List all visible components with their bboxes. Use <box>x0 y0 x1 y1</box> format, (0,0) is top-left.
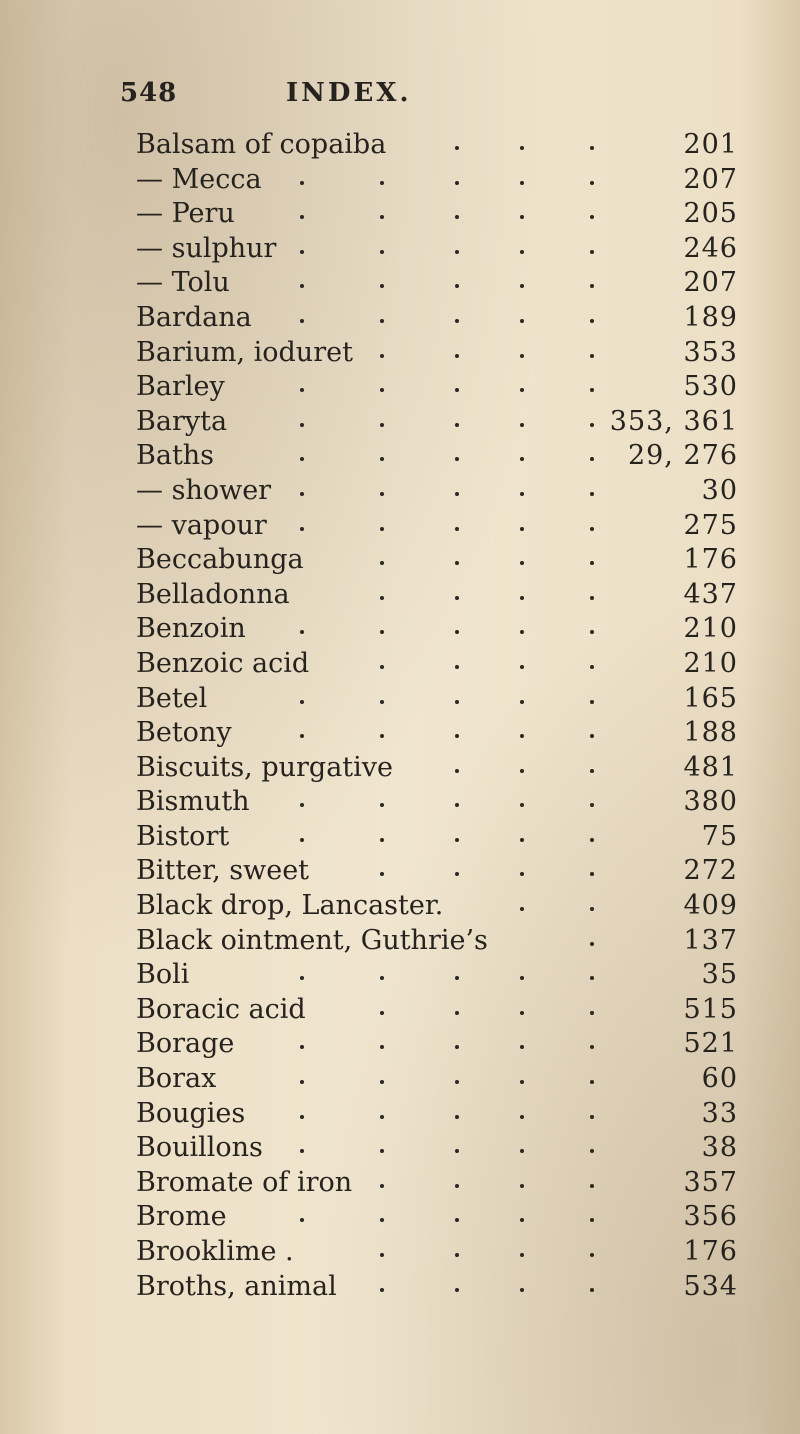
leader-dot <box>520 146 524 150</box>
entry-page-ref: 353 <box>683 336 738 368</box>
leader-dot <box>300 527 304 531</box>
index-entry <box>0 543 800 578</box>
entry-label: — shower <box>136 474 272 506</box>
leader-dot <box>300 423 304 427</box>
leader-dot <box>590 942 594 946</box>
index-entry <box>0 820 800 855</box>
entry-label: Betel <box>136 682 208 714</box>
entry-page-ref: 207 <box>683 267 738 299</box>
leader-dot <box>590 700 594 704</box>
index-entry <box>0 682 800 717</box>
leader-dot <box>590 492 594 496</box>
leader-dot <box>520 354 524 358</box>
leader-dot <box>520 700 524 704</box>
leader-dot <box>300 457 304 461</box>
leader-dot <box>590 1080 594 1084</box>
index-entry <box>0 1097 800 1132</box>
leader-dot <box>380 354 384 358</box>
leader-dot <box>455 838 459 842</box>
entry-page-ref: 272 <box>683 855 738 887</box>
leader-dot <box>590 1045 594 1049</box>
leader-dot <box>520 1218 524 1222</box>
entry-label: — sulphur <box>136 232 277 264</box>
entry-label: Bistort <box>136 820 230 852</box>
leader-dot <box>455 665 459 669</box>
leader-dot <box>590 527 594 531</box>
leader-dot <box>300 1115 304 1119</box>
leader-dot <box>590 215 594 219</box>
index-entry <box>0 474 800 509</box>
leader-dot <box>455 803 459 807</box>
index-entry <box>0 336 800 371</box>
entry-label: Borage <box>136 1028 235 1060</box>
leader-dot <box>520 215 524 219</box>
entry-label: Brome <box>136 1201 227 1233</box>
leader-dot <box>590 1253 594 1257</box>
entry-page-ref: 356 <box>683 1201 738 1233</box>
leader-dot <box>590 1218 594 1222</box>
leader-dot <box>520 1253 524 1257</box>
entry-label: Benzoin <box>136 613 246 645</box>
leader-dot <box>455 1080 459 1084</box>
leader-dot <box>455 423 459 427</box>
leader-dot <box>455 1115 459 1119</box>
leader-dot <box>380 284 384 288</box>
entry-page-ref: 246 <box>683 232 738 264</box>
leader-dot <box>380 561 384 565</box>
index-entry <box>0 785 800 820</box>
leader-dot <box>455 1011 459 1015</box>
entry-label: Bardana <box>136 301 252 333</box>
leader-dot <box>300 838 304 842</box>
entry-label: Baryta <box>136 405 228 437</box>
leader-dot <box>380 700 384 704</box>
leader-dot <box>590 423 594 427</box>
entry-label: Balsam of copaiba <box>136 129 387 160</box>
leader-dot <box>380 1149 384 1153</box>
leader-dot <box>380 1115 384 1119</box>
leader-dot <box>590 596 594 600</box>
leader-dot <box>590 1149 594 1153</box>
index-entry <box>0 612 800 647</box>
leader-dot <box>455 250 459 254</box>
entry-label: Benzoic acid <box>136 647 310 679</box>
leader-dot <box>300 181 304 185</box>
leader-dot <box>520 527 524 531</box>
entry-page-ref: 30 <box>701 474 738 506</box>
leader-dot <box>380 457 384 461</box>
leader-dot <box>455 1149 459 1153</box>
leader-dot <box>520 1184 524 1188</box>
entry-label: Barley <box>136 371 225 403</box>
index-entry <box>0 889 800 924</box>
leader-dot <box>455 492 459 496</box>
leader-dot <box>455 319 459 323</box>
entry-page-ref: 188 <box>683 717 738 749</box>
leader-dot <box>520 457 524 461</box>
index-entry <box>0 163 800 198</box>
leader-dot <box>590 976 594 980</box>
leader-dot <box>590 284 594 288</box>
leader-dot <box>520 388 524 392</box>
entry-label: Brooklime . <box>136 1236 294 1267</box>
leader-dot <box>380 388 384 392</box>
leader-dot <box>380 630 384 634</box>
leader-dot <box>590 561 594 565</box>
index-entry <box>0 128 800 163</box>
leader-dot <box>380 492 384 496</box>
index-entry <box>0 647 800 682</box>
leader-dot <box>590 1288 594 1292</box>
leader-dot <box>300 1218 304 1222</box>
entry-page-ref: 189 <box>683 301 738 333</box>
leader-dot <box>380 1045 384 1049</box>
index-entry <box>0 993 800 1028</box>
leader-dot <box>590 354 594 358</box>
entry-label: Black drop, Lancaster. <box>136 890 444 922</box>
entry-label: Bougies <box>136 1097 246 1129</box>
leader-dot <box>300 630 304 634</box>
index-entry <box>0 370 800 405</box>
entry-page-ref: 137 <box>683 924 738 956</box>
leader-dot <box>590 907 594 911</box>
leader-dot <box>455 1288 459 1292</box>
leader-dot <box>300 700 304 704</box>
index-entry <box>0 197 800 232</box>
leader-dot <box>455 734 459 738</box>
leader-dot <box>300 492 304 496</box>
leader-dot <box>380 596 384 600</box>
leader-dot <box>455 1045 459 1049</box>
leader-dot <box>590 250 594 254</box>
entry-page-ref: 275 <box>683 509 738 541</box>
leader-dot <box>380 872 384 876</box>
leader-dot <box>380 1253 384 1257</box>
leader-dot <box>455 354 459 358</box>
index-entry <box>0 1062 800 1097</box>
leader-dot <box>455 976 459 980</box>
leader-dot <box>300 1045 304 1049</box>
entry-page-ref: 75 <box>701 820 738 852</box>
leader-dot <box>520 1011 524 1015</box>
entry-label: Black ointment, Guthrie’s <box>136 924 488 956</box>
entry-page-ref: 210 <box>683 647 738 679</box>
index-entry <box>0 1270 800 1305</box>
entry-page-ref: 530 <box>683 371 738 403</box>
entry-label: Boli <box>136 959 190 991</box>
leader-dot <box>520 1080 524 1084</box>
leader-dot <box>590 838 594 842</box>
entry-page-ref: 515 <box>683 993 738 1025</box>
leader-dot <box>455 457 459 461</box>
leader-dot <box>380 1011 384 1015</box>
leader-dot <box>380 976 384 980</box>
leader-dot <box>590 1115 594 1119</box>
entry-label: — Tolu <box>136 267 230 299</box>
entry-page-ref: 176 <box>683 544 738 576</box>
leader-dot <box>520 630 524 634</box>
entry-label: Bismuth <box>136 786 250 818</box>
leader-dot <box>520 1045 524 1049</box>
entry-page-ref: 357 <box>683 1166 738 1198</box>
entry-page-ref: 35 <box>701 959 738 991</box>
index-entry <box>0 266 800 301</box>
leader-dot <box>520 423 524 427</box>
leader-dot <box>520 665 524 669</box>
leader-dot <box>590 630 594 634</box>
leader-dot <box>520 803 524 807</box>
entry-label: Bitter, sweet <box>136 855 310 887</box>
entry-page-ref: 201 <box>683 129 738 160</box>
entry-page-ref: 534 <box>683 1270 738 1302</box>
leader-dot <box>520 284 524 288</box>
entry-page-ref: 33 <box>701 1097 738 1129</box>
entry-page-ref: 353, 361 <box>609 405 738 437</box>
index-entry <box>0 1235 800 1270</box>
leader-dot <box>455 215 459 219</box>
entry-page-ref: 29, 276 <box>627 440 738 472</box>
entry-label: — vapour <box>136 509 267 541</box>
leader-dot <box>380 1184 384 1188</box>
entry-page-ref: 176 <box>683 1236 738 1267</box>
entry-page-ref: 207 <box>683 163 738 195</box>
leader-dot <box>590 181 594 185</box>
leader-dot <box>455 630 459 634</box>
leader-dot <box>455 181 459 185</box>
leader-dot <box>300 1080 304 1084</box>
entry-page-ref: 60 <box>701 1063 738 1095</box>
leader-dot <box>300 734 304 738</box>
entry-label: Broths, animal <box>136 1270 337 1302</box>
leader-dot <box>520 769 524 773</box>
index-entry <box>0 301 800 336</box>
leader-dot <box>590 1184 594 1188</box>
leader-dot <box>590 734 594 738</box>
index-entry <box>0 1200 800 1235</box>
leader-dot <box>455 1218 459 1222</box>
index-entry <box>0 854 800 889</box>
index-entry <box>0 439 800 474</box>
leader-dot <box>380 250 384 254</box>
index-entry <box>0 958 800 993</box>
leader-dot <box>380 1288 384 1292</box>
leader-dot <box>520 1288 524 1292</box>
entry-page-ref: 521 <box>683 1028 738 1060</box>
index-entry <box>0 1131 800 1166</box>
leader-dot <box>380 838 384 842</box>
leader-dot <box>590 1011 594 1015</box>
index-entry <box>0 578 800 613</box>
entry-page-ref: 481 <box>683 751 738 783</box>
entry-page-ref: 38 <box>701 1132 738 1164</box>
leader-dot <box>380 734 384 738</box>
leader-dot <box>520 561 524 565</box>
leader-dot <box>380 803 384 807</box>
leader-dot <box>455 527 459 531</box>
leader-dot <box>380 527 384 531</box>
leader-dot <box>380 1218 384 1222</box>
leader-dot <box>455 284 459 288</box>
page-number: 548 <box>120 78 178 108</box>
leader-dot <box>380 215 384 219</box>
leader-dot <box>520 907 524 911</box>
index-entry <box>0 1027 800 1062</box>
leader-dot <box>380 665 384 669</box>
index-entry <box>0 1166 800 1201</box>
leader-dot <box>590 146 594 150</box>
leader-dot <box>455 872 459 876</box>
leader-dot <box>380 319 384 323</box>
leader-dot <box>520 492 524 496</box>
leader-dot <box>300 388 304 392</box>
leader-dot <box>520 838 524 842</box>
entry-label: Biscuits, purgative <box>136 751 394 783</box>
entry-label: — Mecca <box>136 163 262 195</box>
leader-dot <box>590 457 594 461</box>
index-entry <box>0 509 800 544</box>
leader-dot <box>520 1115 524 1119</box>
leader-dot <box>455 769 459 773</box>
leader-dot <box>455 388 459 392</box>
entry-page-ref: 409 <box>683 890 738 922</box>
leader-dot <box>300 319 304 323</box>
entry-label: Bouillons <box>136 1132 263 1164</box>
leader-dot <box>590 319 594 323</box>
leader-dot <box>520 250 524 254</box>
leader-dot <box>300 250 304 254</box>
entry-label: Beccabunga <box>136 544 304 576</box>
entry-page-ref: 437 <box>683 578 738 610</box>
entry-label: Bromate of iron <box>136 1166 353 1198</box>
leader-dot <box>520 872 524 876</box>
entry-page-ref: 165 <box>683 682 738 714</box>
page-header <box>120 78 680 118</box>
leader-dot <box>455 1184 459 1188</box>
leader-dot <box>520 181 524 185</box>
leader-dot <box>590 388 594 392</box>
leader-dot <box>300 1149 304 1153</box>
leader-dot <box>455 561 459 565</box>
entry-label: — Peru <box>136 198 235 230</box>
leader-dot <box>380 1080 384 1084</box>
index-entry <box>0 924 800 959</box>
leader-dot <box>590 872 594 876</box>
leader-dot <box>300 215 304 219</box>
index-entries <box>0 128 800 1304</box>
entry-label: Barium, ioduret <box>136 336 353 368</box>
leader-dot <box>300 284 304 288</box>
leader-dot <box>520 1149 524 1153</box>
index-entry <box>0 751 800 786</box>
leader-dot <box>520 319 524 323</box>
entry-page-ref: 380 <box>683 786 738 818</box>
leader-dot <box>455 1253 459 1257</box>
leader-dot <box>300 976 304 980</box>
leader-dot <box>380 181 384 185</box>
entry-label: Borax <box>136 1063 217 1095</box>
entry-label: Baths <box>136 440 215 472</box>
index-entry <box>0 716 800 751</box>
leader-dot <box>520 976 524 980</box>
leader-dot <box>520 734 524 738</box>
leader-dot <box>455 700 459 704</box>
entry-page-ref: 210 <box>683 613 738 645</box>
entry-label: Betony <box>136 717 232 749</box>
leader-dot <box>590 769 594 773</box>
leader-dot <box>300 803 304 807</box>
leader-dot <box>520 596 524 600</box>
leader-dot <box>455 146 459 150</box>
leader-dot <box>455 596 459 600</box>
entry-label: Belladonna <box>136 578 290 610</box>
leader-dot <box>590 665 594 669</box>
leader-dot <box>380 423 384 427</box>
entry-label: Boracic acid <box>136 993 306 1025</box>
index-entry <box>0 232 800 267</box>
entry-page-ref: 205 <box>683 198 738 230</box>
index-entry <box>0 405 800 440</box>
leader-dot <box>590 803 594 807</box>
running-head: INDEX. <box>286 78 412 108</box>
